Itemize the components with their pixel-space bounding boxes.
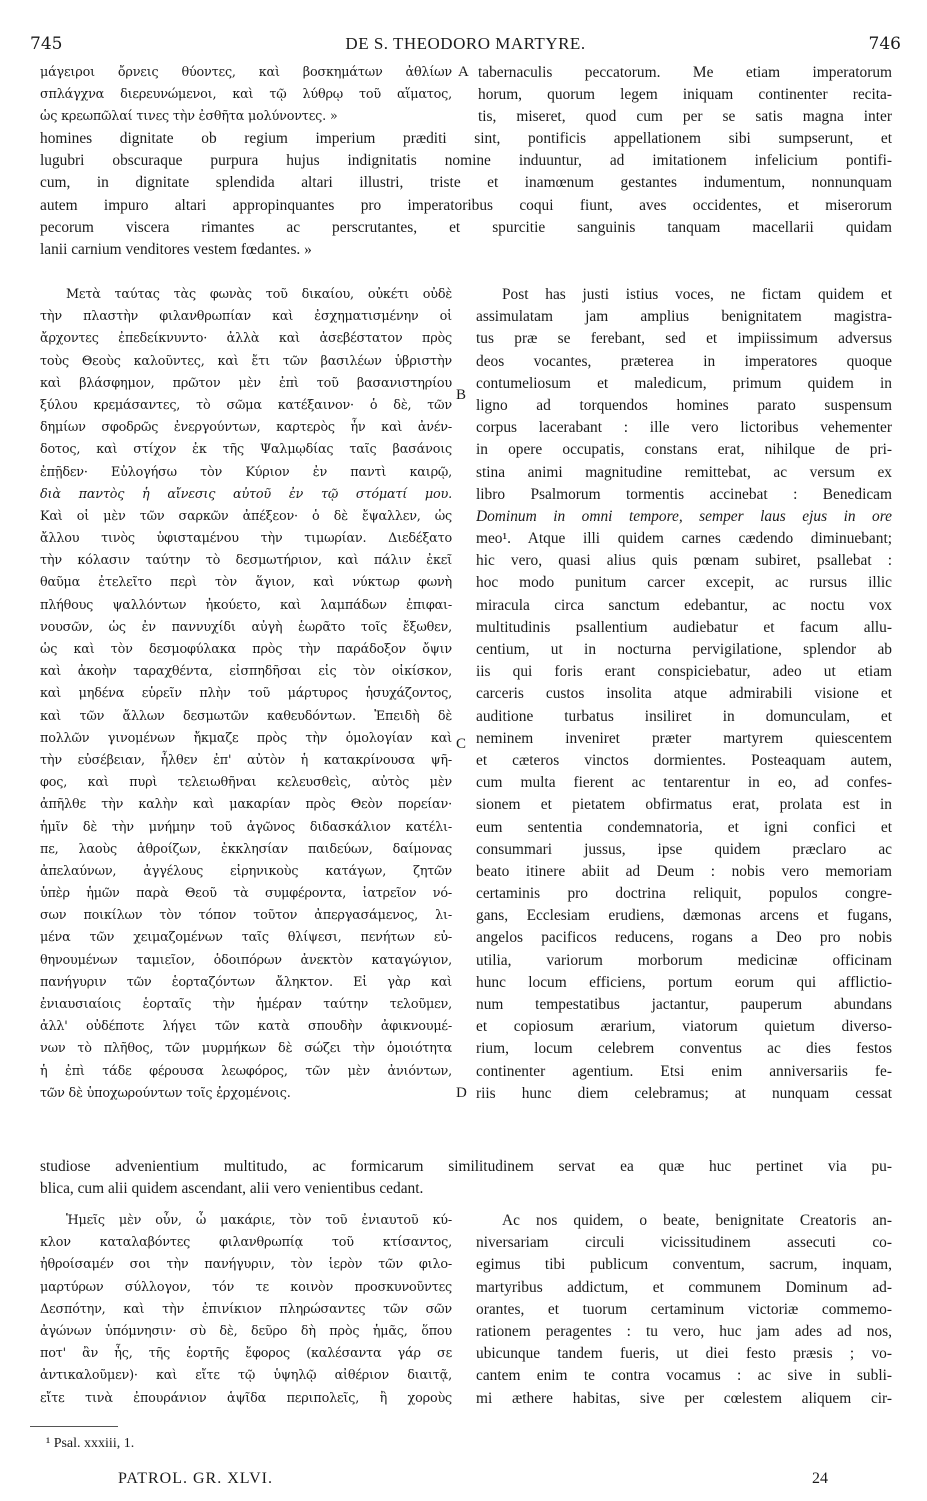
text-line: ἀπῆλθε τὴν καλὴν καὶ μακαρίαν πρὸς Θεὸν πορείαν· xyxy=(40,797,452,813)
text-line: niversariam circuli vicissitudinem assecuti co- xyxy=(476,1234,892,1252)
text-line: ἡμῖν δὲ τὴν μνήμην τοῦ ἀγῶνος διδασκάλιον κατέλι- xyxy=(40,819,452,835)
text-line: ποτ' ἂν ἦς, τῆς ἑορτῆς ἔφορος (καλέσαντα γάρ σε xyxy=(40,1346,452,1362)
text-line: πε, λαοὺς ἀθροίζων, ἐκκλησίαν παιδεύων, δαίμονας xyxy=(40,841,452,857)
page-number-right: 746 xyxy=(868,34,901,54)
latin-full-width-block-1 xyxy=(40,128,892,261)
text-line: καὶ τῶν ἄλλων δεσμωτῶν καθευδόντων. Ἐπειδὴ δὲ xyxy=(40,708,452,724)
text-line: carceris custos insolita atque admirabili visione et xyxy=(476,685,892,703)
text-line: hic vero, quasi alius quis pœnam subiret, psallebat : xyxy=(476,552,892,570)
text-line: assimulatam jam amplius benignitatem magistra- xyxy=(476,308,892,326)
text-line: ἀγώνων ὑπόμνησιν· σὺ δὲ, δεῦρο δὴ πρὸς ἡμᾶς, ὅπου xyxy=(40,1323,452,1339)
margin-marker-d: D xyxy=(456,1085,467,1101)
text-line: ἀπελαύνων, ἀγγέλους εἰρηνικοὺς κατάγων, ζητῶν xyxy=(40,863,452,879)
text-line: corpus lacerabant : ille vero lictoribus vehementer xyxy=(476,419,892,437)
text-line: iis qui foris erant conspiciebatur, adeo ut etiam xyxy=(476,663,892,681)
text-line: tus præ se ferebant, sed et impiissimum adversus xyxy=(476,330,892,348)
text-line: εἴτε τινὰ ἐπουράνιον ἁψῖδα περιπολεῖς, ἢ χοροὺς xyxy=(40,1390,452,1406)
text-line: σων ποικίλων τὸν τόπον τοῦτον ἀπεργασάμενος, λι- xyxy=(40,908,452,924)
margin-marker-b: B xyxy=(456,387,467,403)
greek-column-top xyxy=(40,62,452,129)
text-line: rium, locum celebrem conventus ac dies festos xyxy=(476,1040,892,1058)
text-line: νων τὸ πλῆθος, τῶν μυρμήκων δὲ σώζει τὴν ὁμοιότητα xyxy=(40,1041,452,1057)
text-line: tabernaculis peccatorum. Me etiam imperatorum xyxy=(478,64,892,81)
text-line: mi æthere habitas, sive per cœlestem aliquem cir- xyxy=(476,1389,892,1407)
text-line: multitudinis psallentium audiebatur et facum allu- xyxy=(476,618,892,636)
text-line: pecorum viscera rimantes ac perscrutantes, et spurcitie sanguinis tanquam macellarii quidam xyxy=(40,218,892,236)
running-header xyxy=(30,34,901,58)
signature-mark: PATROL. GR. XLVI. xyxy=(118,1470,273,1487)
text-line: consummari jussus, ipse quidem præclaro ac xyxy=(476,840,892,858)
text-line: hoc modo punitum carcer excepit, ac rursus illic xyxy=(476,574,892,592)
text-line: ubicunque tandem fueris, ut diei festo præsis ; vo- xyxy=(476,1345,892,1363)
text-line: cantem enim te contra vocamus : ac sive in subli- xyxy=(476,1367,892,1385)
text-line: cum multa fierent ac tentarentur in eo, ad confes- xyxy=(476,774,892,792)
text-line: riis hunc diem celebramus; at nunquam cessat xyxy=(476,1084,892,1102)
signature-number: 24 xyxy=(812,1470,828,1487)
text-line: angelos pacificos reducens, rogans a Deo pro nobis xyxy=(476,929,892,947)
text-line: rationem peragentes : tu vero, huc jam ades ad nos, xyxy=(476,1322,892,1340)
text-line: σπλάγχνα διερευνώμενοι, καὶ τῷ λύθρῳ τοῦ αἵματος, xyxy=(40,87,452,103)
text-line: φος, καὶ πυρὶ τελειωθῆναι κελευσθεὶς, αὐτὸς μὲν xyxy=(40,775,452,791)
text-line: lugubri obscuraque purpura hujus indignitatis nomine induuntur, ad imitationem infelicium pontifi- xyxy=(40,152,892,170)
text-line: Dominum in omni tempore, semper laus ejus in ore xyxy=(476,507,892,525)
text-line: num tempestatibus jactantur, pauperum abundans xyxy=(476,996,892,1013)
text-line: beato itinere abiit ad Deum : nobis vero memoriam xyxy=(476,862,892,880)
text-line: et cæteros vinctos dormientes. Posteaquam autem, xyxy=(476,751,892,769)
text-line: τὴν πλαστὴν φιλανθρωπίαν καὶ ἐσχηματισμένην οἱ xyxy=(40,309,452,325)
text-line: τὴν εὐσέβειαν, ἦλθεν ἐπ' αὐτὸν ἡ κατακρίνουσα ψῆ- xyxy=(40,752,452,768)
text-line: tis, miseret, quod cum per se satis magna inter xyxy=(478,108,892,126)
text-line: martyribus addictum, et communem Dominum ad- xyxy=(476,1278,892,1296)
text-line: hunc locum efficiens, portum eorum qui afflictio- xyxy=(476,973,892,991)
text-line: τῶν δὲ ὑποχωρούντων τοῖς ἐρχομένοις. xyxy=(40,1085,291,1101)
text-line: blica, cum alii quidem ascendant, alii vero venientibus cedant. xyxy=(40,1180,424,1198)
running-title: DE S. THEODORO MARTYRE. xyxy=(345,34,586,53)
text-line: gans, Ecclesiam erudiens, dæmonas arcens et fugans, xyxy=(476,907,892,925)
text-line: ἄρχοντες ἐπεδείκνυντο· ἀλλὰ καὶ ἀσεβέστατον πρὸς xyxy=(40,331,452,347)
text-line: libro Psalmorum tormentis accinebat : Benedicam xyxy=(476,485,892,503)
text-line: auditione turbatus insiliret in domunculam, et xyxy=(476,707,892,725)
text-line: egimus tibi publicum conventum, sacrum, inquam, xyxy=(476,1256,892,1274)
text-line: τοὺς Θεοὺς καλοῦντες, καὶ ἔτι τῶν βασιλέων ὑβριστὴν xyxy=(40,353,452,369)
text-line: autem impuro altari appropinquantes pro imperatoribus coqui fiunt, aves occidentes, et miserorum xyxy=(40,196,892,214)
latin-column-top xyxy=(478,62,892,129)
text-line: μαρτύρων σύλλογον, τόν τε κοινὸν προσκυνοῦντες xyxy=(40,1279,452,1295)
text-line: διὰ παντὸς ἡ αἴνεσις αὐτοῦ ἐν τῷ στόματί μου. xyxy=(40,486,452,502)
text-line: νουσῶν, ὡς ἐν παννυχίδι αὐγὴ ἑωρᾶτο τοῖς ἔξωθεν, xyxy=(40,619,452,635)
text-line: ἐπῇδεν· Εὐλογήσω τὸν Κύριον ἐν παντὶ καιρῷ, xyxy=(40,464,452,480)
text-line: ἄλλου τινὸς ὑφισταμένου τὴν τιμωρίαν. Διεδέξατο xyxy=(40,531,452,547)
text-line: θηνουμένων ταμιεῖον, ὁδοιπόρων ἀνεκτὸν καταγώγιον, xyxy=(40,952,452,968)
text-line: in opere occupatis, constans erat, nihilque de pri- xyxy=(476,441,892,459)
text-line: ἐνιαυσιαίοις ἑορταῖς τὴν ἡμέραν ταύτην τελοῦμεν, xyxy=(40,997,452,1012)
margin-marker-a: A xyxy=(458,64,469,80)
latin-column-paragraph-2 xyxy=(476,1210,892,1410)
text-line: μένα τῶν χειμαζομένων ταῖς θλίψεσι, πενήτων εὐ- xyxy=(40,930,452,946)
text-line: Post has justi istius voces, ne fictam quidem et xyxy=(502,286,892,303)
text-line: καὶ βλάσφημον, πρῶτον μὲν ἐπὶ τοῦ βασανιστηρίου xyxy=(40,375,452,391)
text-line: ξύλου κρεμάσαντες, τὸ σῶμα κατέξαινον· ὁ δὲ, τῶν xyxy=(40,397,452,413)
text-line: Μετὰ ταύτας τὰς φωνὰς τοῦ δικαίου, οὐκέτι οὐδὲ xyxy=(66,287,452,302)
latin-full-width-block-2 xyxy=(40,1156,892,1200)
text-line: καὶ ἀκοὴν ταραχθέντα, εἰσπηδῆσαι εἰς τὸν οἰκίσκον, xyxy=(40,664,452,680)
text-line: ὡς κρεωπῶλαί τινες τὴν ἐσθῆτα μολύνοντες. » xyxy=(40,109,338,125)
text-line: miracula circa sanctum edebantur, ac noctu vox xyxy=(476,596,892,614)
text-line: eum sententia condemnatoria, et igni confici et xyxy=(476,818,892,836)
text-line: ἀντικαλοῦμεν)· καὶ εἴτε τῷ ὑψηλῷ αἰθέριον διαιτᾷ, xyxy=(40,1368,452,1384)
text-line: certaminis pro doctrina reliquit, populos congre- xyxy=(476,885,892,903)
text-line: πανήγυριν τῶν ἑορταζόντων ἄληκτον. Εἰ γὰρ καὶ xyxy=(40,974,452,990)
text-line: μάγειροι ὄρνεις θύοντες, καὶ βοσκημάτων ἀθλίων xyxy=(40,65,452,80)
page-number-left: 745 xyxy=(30,34,63,54)
text-line: Καὶ οἱ μὲν τῶν σαρκῶν ἀπέξεον· ὁ δὲ ἔψαλλεν, ὡς xyxy=(40,508,452,524)
text-line: ἠθροίσαμέν σοι τὴν πανήγυριν, τὸν ἱερὸν τῶν φιλο- xyxy=(40,1257,452,1273)
text-line: ἀλλ' οὐδέποτε λήγει τῶν κατὰ σπουδὴν ἀφικνουμέ- xyxy=(40,1019,452,1035)
text-line: homines dignitate ob regium imperium præditi sint, pontificis appellationem sibi sumpserunt, et xyxy=(40,130,892,147)
text-line: deos vocantes, præterea in imperatores quoque xyxy=(476,352,892,370)
text-line: θαῦμα ἐτελεῖτο περὶ τὸν ἅγιον, καὶ νύκτωρ φωνὴ xyxy=(40,575,452,591)
text-line: πλήθους ψαλλόντων ἠκούετο, καὶ λαμπάδων ἐπιφαι- xyxy=(40,597,452,613)
text-line: Ac nos quidem, o beate, benignitate Creatoris an- xyxy=(502,1212,892,1229)
text-line: centium, ut in nocturna pervigilatione, splendor ab xyxy=(476,641,892,658)
text-line: ὑπὲρ ἡμῶν παρὰ Θεοῦ τὰ συμφέροντα, ἰατρεῖον νό- xyxy=(40,886,452,902)
text-line: horum, quorum legem iniquam continenter recita- xyxy=(478,86,892,104)
text-line: καὶ μηδένα εὑρεῖν πλὴν τοῦ μάρτυρος ἡσυχάζοντος, xyxy=(40,686,452,702)
latin-column-paragraph-1 xyxy=(476,284,892,1105)
footnote: ¹ Psal. xxxiii, 1. xyxy=(46,1436,135,1451)
greek-column-paragraph-1 xyxy=(40,284,452,1105)
text-line: κλον καταλαβόντες φιλανθρωπίᾳ τοῦ κτίσαντος, xyxy=(40,1235,452,1251)
text-line: Δεσπότην, καὶ τὴν ἐπινίκιον πληρώσαντες τῶν σῶν xyxy=(40,1301,452,1317)
text-line: δημίων σφοδρῶς ἐνεργούντων, καρτερὸς ἦν καὶ ἀνέν- xyxy=(40,420,452,436)
text-line: neminem inveniret præter martyrem quiescentem xyxy=(476,729,892,747)
text-line: lanii carnium venditores vestem fœdantes. » xyxy=(40,240,312,258)
text-line: Ἡμεῖς μὲν οὖν, ὦ μακάριε, τὸν τοῦ ἐνιαυτοῦ κύ- xyxy=(66,1213,452,1228)
text-line: contumeliosum et maledicum, primum quidem in xyxy=(476,374,892,392)
text-line: cum, in dignitate splendida altari illustri, triste et inamœnum gestantes indumentum, nonnunquam xyxy=(40,174,892,192)
margin-marker-c: C xyxy=(456,736,467,752)
text-line: continenter agentium. Etsi enim anniversariis fe- xyxy=(476,1062,892,1080)
greek-column-paragraph-2 xyxy=(40,1210,452,1410)
text-line: stina animi magnitudine remittebat, ac versum ex xyxy=(476,463,892,481)
text-line: studiose advenientium multitudo, ac formicarum similitudinem servat ea quæ huc pertinet via pu- xyxy=(40,1158,892,1175)
text-line: τὴν κόλασιν ταύτην τὸ δεσμωτήριον, καὶ πάλιν ἐκεῖ xyxy=(40,553,452,569)
text-line: orantes, et tuorum certaminum victoriæ commemo- xyxy=(476,1300,892,1318)
text-line: πολλῶν γινομένων ἤκμαζε πρὸς τὴν ὁμολογίαν καὶ xyxy=(40,730,452,746)
text-line: ὡς καὶ τὸν δεσμοφύλακα πρὸς τὴν παράδοξον ὄψιν xyxy=(40,642,452,657)
text-line: ligno ad torquendos homines parato suspensum xyxy=(476,396,892,414)
text-line: ἡ ἐπὶ τάδε φέρουσα λεωφόρος, τῶν μὲν ἀνιόντων, xyxy=(40,1063,452,1079)
text-line: meo¹. Atque illi quidem carnes cædendo diminuebant; xyxy=(476,530,892,548)
text-line: sionem et pietatem obfirmatus erat, prolata est in xyxy=(476,796,892,814)
text-line: utilia, variorum morborum medicinæ officinam xyxy=(476,951,892,969)
text-line: et copiosum ærarium, viatorum quietum diverso- xyxy=(476,1018,892,1036)
footnote-rule xyxy=(30,1426,118,1427)
text-line: δοτος, καὶ στίχον ἐκ τῆς Ψαλμῳδίας ταῖς βασάνοις xyxy=(40,442,452,458)
